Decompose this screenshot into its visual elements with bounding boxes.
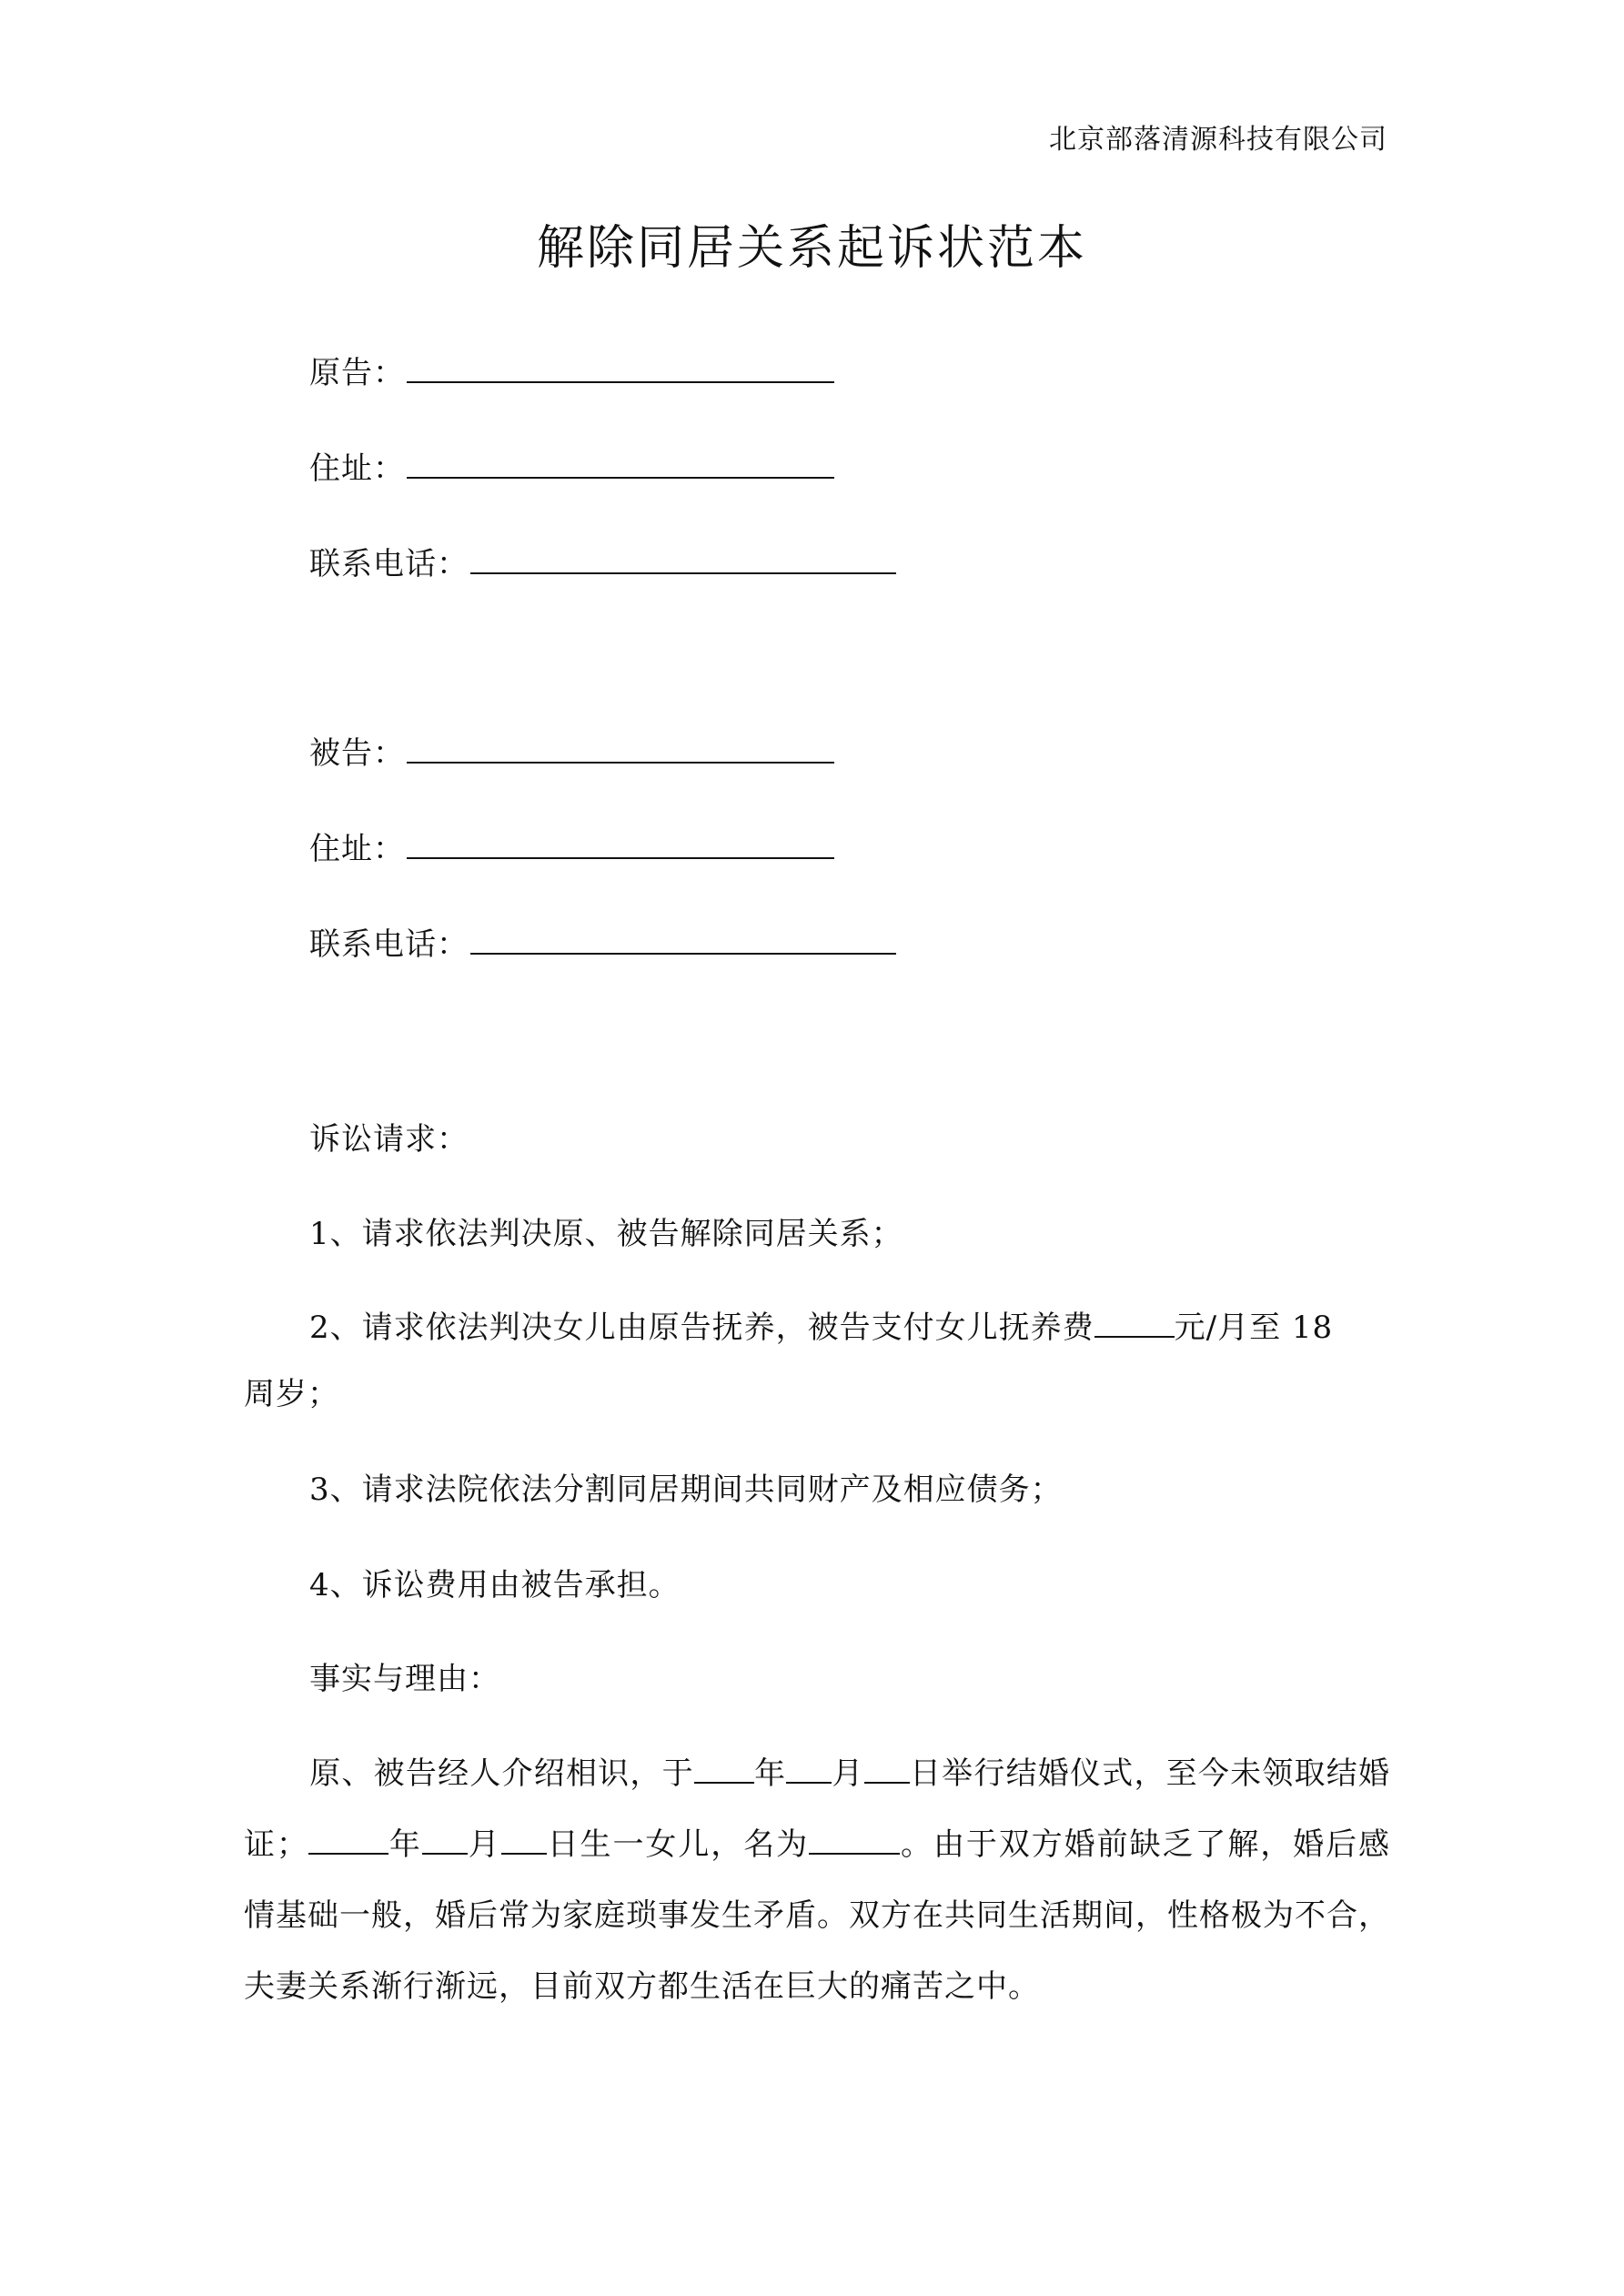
plaintiff-address-label: 住址： [309, 450, 405, 487]
defendant-name-blank[interactable] [407, 734, 834, 764]
document-title: 解除同居关系起诉状范本 [536, 221, 1087, 276]
plaintiff-name-row [309, 353, 834, 393]
claim-item-2-continuation: 周岁； [244, 1376, 339, 1412]
defendant-phone-row [309, 925, 896, 965]
ceremony-year-blank[interactable] [694, 1755, 754, 1784]
ceremony-day-blank[interactable] [864, 1755, 910, 1784]
plaintiff-address-row [309, 449, 834, 489]
facts-text-4: 日举行结婚仪式，至今未领取结婚证； [244, 1755, 1390, 1863]
ceremony-month-blank[interactable] [786, 1755, 832, 1784]
company-header: 北京部落清源科技有限公司 [1049, 124, 1387, 156]
facts-text-1: 原、被告经人介绍相识，于 [309, 1755, 694, 1792]
claim-item-2-text: 2、请求依法判决女儿由原告抚养，被告支付女儿抚养费 [309, 1310, 1094, 1346]
defendant-address-label: 住址： [309, 831, 405, 867]
facts-heading: 事实与理由： [309, 1661, 500, 1697]
facts-text-2: 年 [753, 1755, 787, 1792]
defendant-phone-blank[interactable] [470, 925, 896, 955]
support-amount-blank[interactable] [1094, 1309, 1175, 1338]
facts-text-6: 月 [467, 1826, 501, 1863]
facts-paragraph [244, 1738, 1390, 2022]
daughter-name-blank[interactable] [809, 1826, 900, 1855]
claim-item-4: 4、诉讼费用由被告承担。 [309, 1567, 681, 1603]
plaintiff-phone-blank[interactable] [470, 545, 896, 574]
plaintiff-phone-label: 联系电话： [309, 546, 469, 582]
defendant-address-row [309, 829, 834, 869]
defendant-phone-label: 联系电话： [309, 926, 469, 963]
claim-item-3: 3、请求法院依法分割同居期间共同财产及相应债务； [309, 1472, 1063, 1508]
plaintiff-address-blank[interactable] [407, 450, 834, 479]
claim-item-2-unit: 元/月至 18 [1174, 1310, 1334, 1346]
claim-item-2 [309, 1308, 1333, 1348]
birth-day-blank[interactable] [501, 1826, 547, 1855]
claims-heading: 诉讼请求： [309, 1121, 469, 1158]
plaintiff-phone-row [309, 544, 896, 584]
defendant-address-blank[interactable] [407, 830, 834, 859]
defendant-name-label: 被告： [309, 735, 405, 772]
facts-text-7: 日生一女儿，名为 [546, 1826, 810, 1863]
plaintiff-name-label: 原告： [309, 355, 405, 391]
plaintiff-name-blank[interactable] [407, 354, 834, 383]
facts-text-8: 。由于双方婚前缺乏了解，婚后感情基础一般，婚后常为家庭琐事发生矛盾。双方在共同生活期间，性格极为不合，夫妻关系渐行渐远，目前双方都生活在巨大的痛苦之中。 [244, 1826, 1391, 2005]
facts-text-5: 年 [388, 1826, 422, 1863]
defendant-name-row [309, 733, 834, 774]
facts-text-3: 月 [832, 1755, 864, 1792]
claim-item-1: 1、请求依法判决原、被告解除同居关系； [309, 1216, 903, 1252]
birth-month-blank[interactable] [422, 1826, 468, 1855]
birth-year-blank[interactable] [308, 1826, 388, 1855]
